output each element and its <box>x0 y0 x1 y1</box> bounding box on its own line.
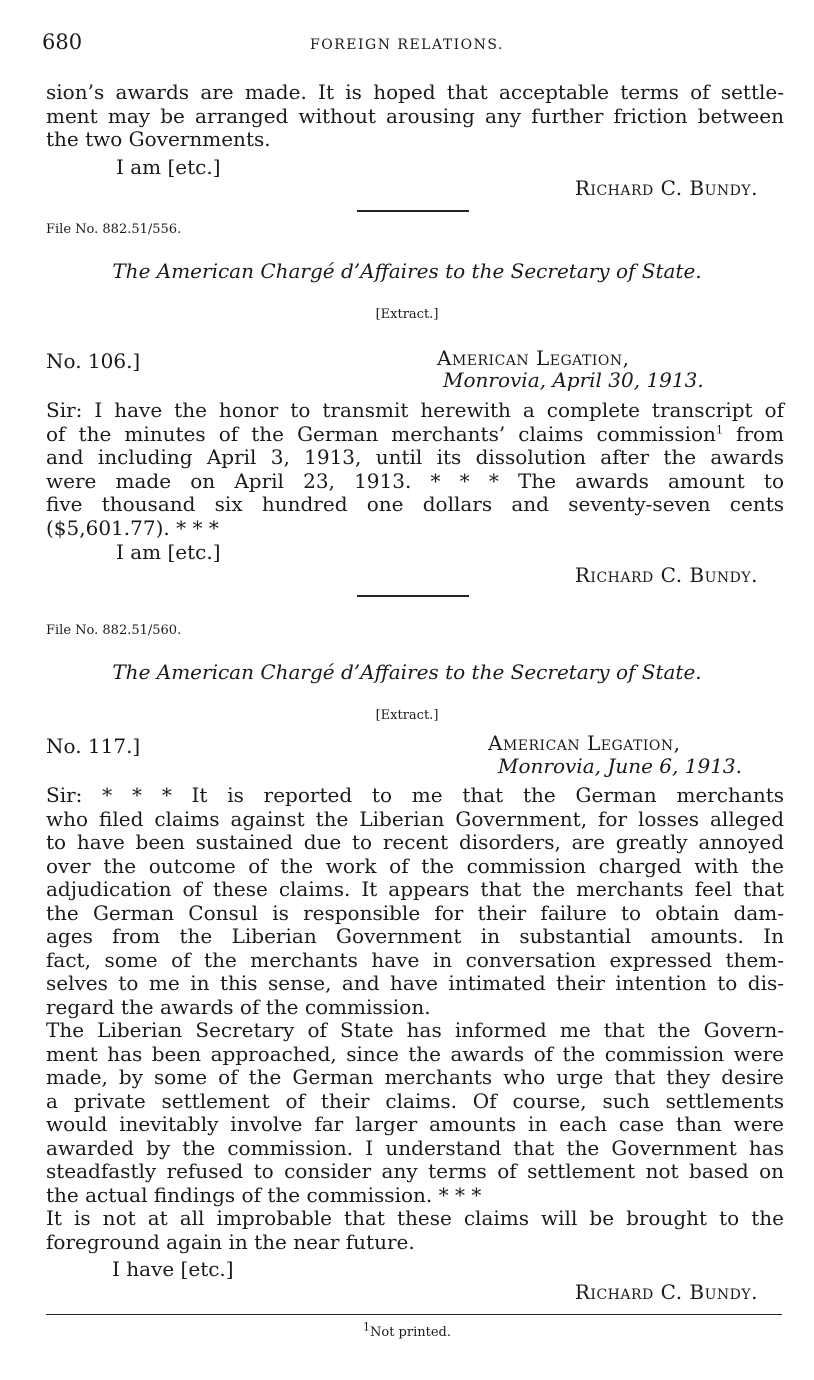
footnote-reference: 1 <box>715 422 723 436</box>
footnote <box>0 1320 814 1340</box>
footnote-divider <box>46 1314 782 1315</box>
letter-paragraph <box>46 784 784 1019</box>
text-line: would inevitably involve far larger amounts in each case than were <box>46 1112 784 1136</box>
text-line <box>46 423 784 447</box>
closing-line: I am [etc.] <box>116 540 221 564</box>
text-line: ($5,601.77). * * * <box>46 515 219 540</box>
letter-paragraph <box>46 1019 784 1207</box>
footnote-marker: 1 <box>363 1320 370 1334</box>
text-line: It is not at all improbable that these claims will be brought to the <box>46 1206 784 1230</box>
text-line: over the outcome of the work of the commission charged with the <box>46 853 784 878</box>
text-line: the two Governments. <box>46 127 271 151</box>
line-text: from <box>736 421 785 446</box>
text-line: who filed claims against the Liberian Government, for losses alleged <box>46 806 784 831</box>
text-line: steadfastly refused to consider any terms of settlement not based on <box>46 1159 784 1183</box>
text-line: sion’s awards are made. It is hoped that acceptable terms of settle- <box>46 80 784 104</box>
text-line: made, by some of the German merchants who urge that they desire <box>46 1065 784 1089</box>
line-text: of the minutes of the German merchants’ claims commission <box>46 421 716 446</box>
document-number: No. 106.] <box>46 349 141 373</box>
footnote-text: Not printed. <box>370 1325 451 1340</box>
text-line: were made on April 23, 1913. * * * The awards amount to <box>46 468 784 493</box>
text-line: the actual findings of the commission. * * * <box>46 1182 482 1207</box>
text-line: The Liberian Secretary of State has informed me that the Govern- <box>46 1018 784 1042</box>
section-divider <box>357 595 469 597</box>
text-line: Sir: I have the honor to transmit herewith a complete transcript of <box>46 398 784 422</box>
page-number: 680 <box>42 30 83 54</box>
signature: Richard C. Bundy. <box>574 1280 758 1304</box>
dateline: Monrovia, June 6, 1913. <box>498 754 743 778</box>
dateline: Monrovia, April 30, 1913. <box>443 368 704 392</box>
file-number: File No. 882.51/556. <box>46 222 182 237</box>
text-line: ment may be arranged without arousing any further friction between <box>46 103 784 128</box>
text-line: ages from the Liberian Government in substantial amounts. In <box>46 924 784 948</box>
legation-heading: American Legation, <box>437 346 630 370</box>
text-line: five thousand six hundred one dollars and seventy-seven cents <box>46 492 784 516</box>
file-number: File No. 882.51/560. <box>46 623 182 638</box>
signature: Richard C. Bundy. <box>574 176 758 200</box>
closing-line: I have [etc.] <box>112 1257 234 1281</box>
text-line: foreground again in the near future. <box>46 1229 415 1254</box>
text-line: and including April 3, 1913, until its dissolution after the awards <box>46 445 784 469</box>
document-title: The American Chargé d’Affaires to the Secretary of State. <box>112 660 702 684</box>
legation-heading: American Legation, <box>488 731 681 755</box>
signature: Richard C. Bundy. <box>574 563 758 587</box>
text-line: fact, some of the merchants have in conversation expressed them- <box>46 947 784 972</box>
text-line: awarded by the commission. I understand that the Government has <box>46 1135 784 1160</box>
text-line: ment has been approached, since the awards of the commission were <box>46 1041 784 1066</box>
extract-label: [Extract.] <box>375 307 439 322</box>
extract-label: [Extract.] <box>375 708 439 723</box>
document-number: No. 117.] <box>46 734 141 758</box>
continuation-paragraph <box>46 81 784 152</box>
section-divider <box>357 210 469 212</box>
document-title: The American Chargé d’Affaires to the Secretary of State. <box>112 259 702 283</box>
text-line: the German Consul is responsible for their failure to obtain dam- <box>46 900 784 925</box>
running-title: FOREIGN RELATIONS. <box>310 37 504 53</box>
closing-line: I am [etc.] <box>116 155 221 179</box>
text-line: regard the awards of the commission. <box>46 994 431 1019</box>
letter-paragraph <box>46 1207 784 1254</box>
text-line: a private settlement of their claims. Of course, such settlements <box>46 1088 784 1113</box>
letter-paragraph <box>46 399 784 540</box>
text-line: to have been sustained due to recent disorders, are greatly annoyed <box>46 830 784 854</box>
text-line: selves to me in this sense, and have intimated their intention to dis- <box>46 971 784 995</box>
text-line: adjudication of these claims. It appears that the merchants feel that <box>46 877 784 901</box>
text-line: Sir: * * * It is reported to me that the German merchants <box>46 783 784 807</box>
